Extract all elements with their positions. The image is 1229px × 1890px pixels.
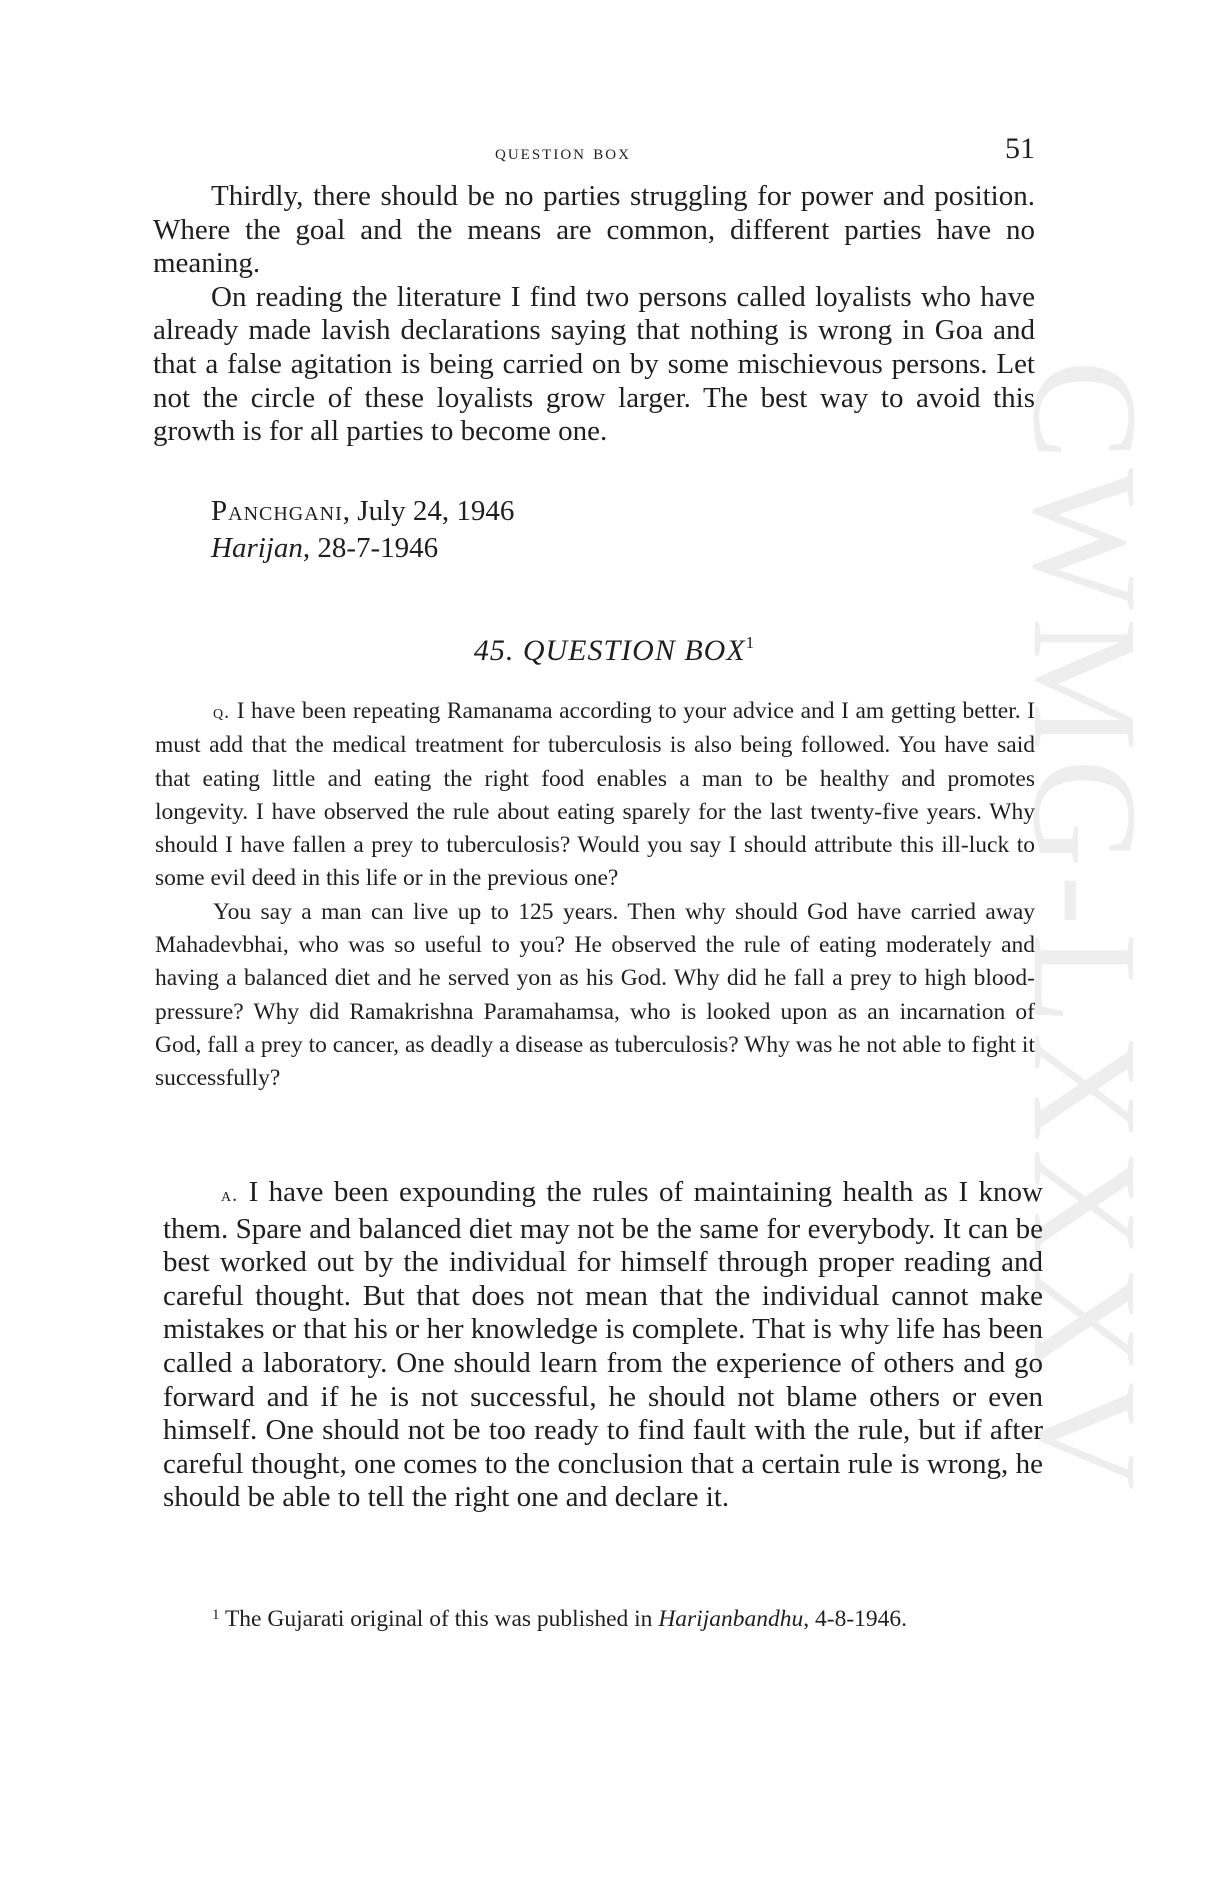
section-heading	[0, 633, 1229, 668]
footnote-text-before: The Gujarati original of this was published in	[219, 1606, 659, 1632]
source-date: , 28-7-1946	[302, 532, 439, 564]
top-paragraphs	[153, 180, 1035, 449]
cwmg-watermark: CWMG-LXXXV	[1002, 360, 1168, 1499]
section-heading-text: 45. QUESTION BOX	[473, 634, 746, 667]
dateline-block	[211, 493, 514, 567]
dateline-place: Panchgani	[211, 495, 343, 527]
question-text-1: I have been repeating Ramanama according to your advice and I am getting better. I must add that the medical treatment for tuberculosis is also being followed. You have said that eating little and eating the right food enables a man to be healthy and promotes longevity. I have observed the rule about eating sparely for the last twenty-five years. Why should I have fallen a prey to tuberculosis? Would you say I should attribute this ill-luck to some evil deed in this life or in the previous one?	[155, 698, 1036, 892]
footnote-marker: 1	[212, 1607, 220, 1623]
source-line	[211, 530, 514, 567]
question-paragraph-2: You say a man can live up to 125 years. Then why should God have carried away Mahadevbhai, who was so useful to you? He observed the rule of eating moderately and having a balanced diet and he served yon as his God. Why did he fall a prey to high blood-pressure? Why did Ramakrishna Paramahamsa, who is looked upon as an incarnation of God, fall a prey to cancer, as deadly a disease as tuberculosis? Why was he not able to fight it successfully?	[155, 898, 1035, 1092]
footnote	[212, 1600, 907, 1634]
page-number: 51	[1005, 132, 1035, 165]
answer-label: a.	[221, 1184, 239, 1206]
footnote-publication: Harijanbandhu	[658, 1606, 804, 1632]
paragraph-parties: Thirdly, there should be no parties struggling for power and position. Where the goal and the means are common, different parties have no meaning.	[153, 180, 1035, 280]
question-paragraph-1	[155, 695, 1035, 896]
paragraph-loyalists: On reading the literature I find two persons called loyalists who have already made lavish declarations saying that nothing is wrong in Goa and that a false agitation is being carried on by some mischievous persons. Let not the circle of these loyalists grow larger. The best way to avoid this growth is for all parties to become one.	[153, 280, 1035, 448]
footnote-text-after: , 4-8-1946.	[803, 1606, 908, 1632]
running-head-title: question box	[495, 140, 631, 164]
question-block	[155, 695, 1035, 1096]
source-journal: Harijan	[211, 532, 303, 564]
running-head	[155, 132, 1035, 172]
dateline	[211, 493, 514, 530]
question-label: q.	[213, 701, 231, 723]
answer-paragraph	[163, 1176, 1043, 1515]
dateline-date: , July 24, 1946	[342, 495, 515, 527]
answer-text: I have been expounding the rules of maintaining health as I know them. Spare and balanced diet may not be the same for everybody. It can be best worked out by the individual for himself through proper reading and careful thought. But that does not mean that the individual cannot make mistakes or that his or her knowledge is complete. That is why life has been called a laboratory. One should learn from the experience of others and go forward and if he is not successful, he should not blame others or even himself. One should not be too ready to find fault with the rule, but if after careful thought, one comes to the conclusion that a certain rule is wrong, he should be able to tell the right one and declare it.	[163, 1176, 1043, 1514]
answer-block	[163, 1176, 1043, 1515]
heading-footnote-marker: 1	[745, 633, 756, 652]
